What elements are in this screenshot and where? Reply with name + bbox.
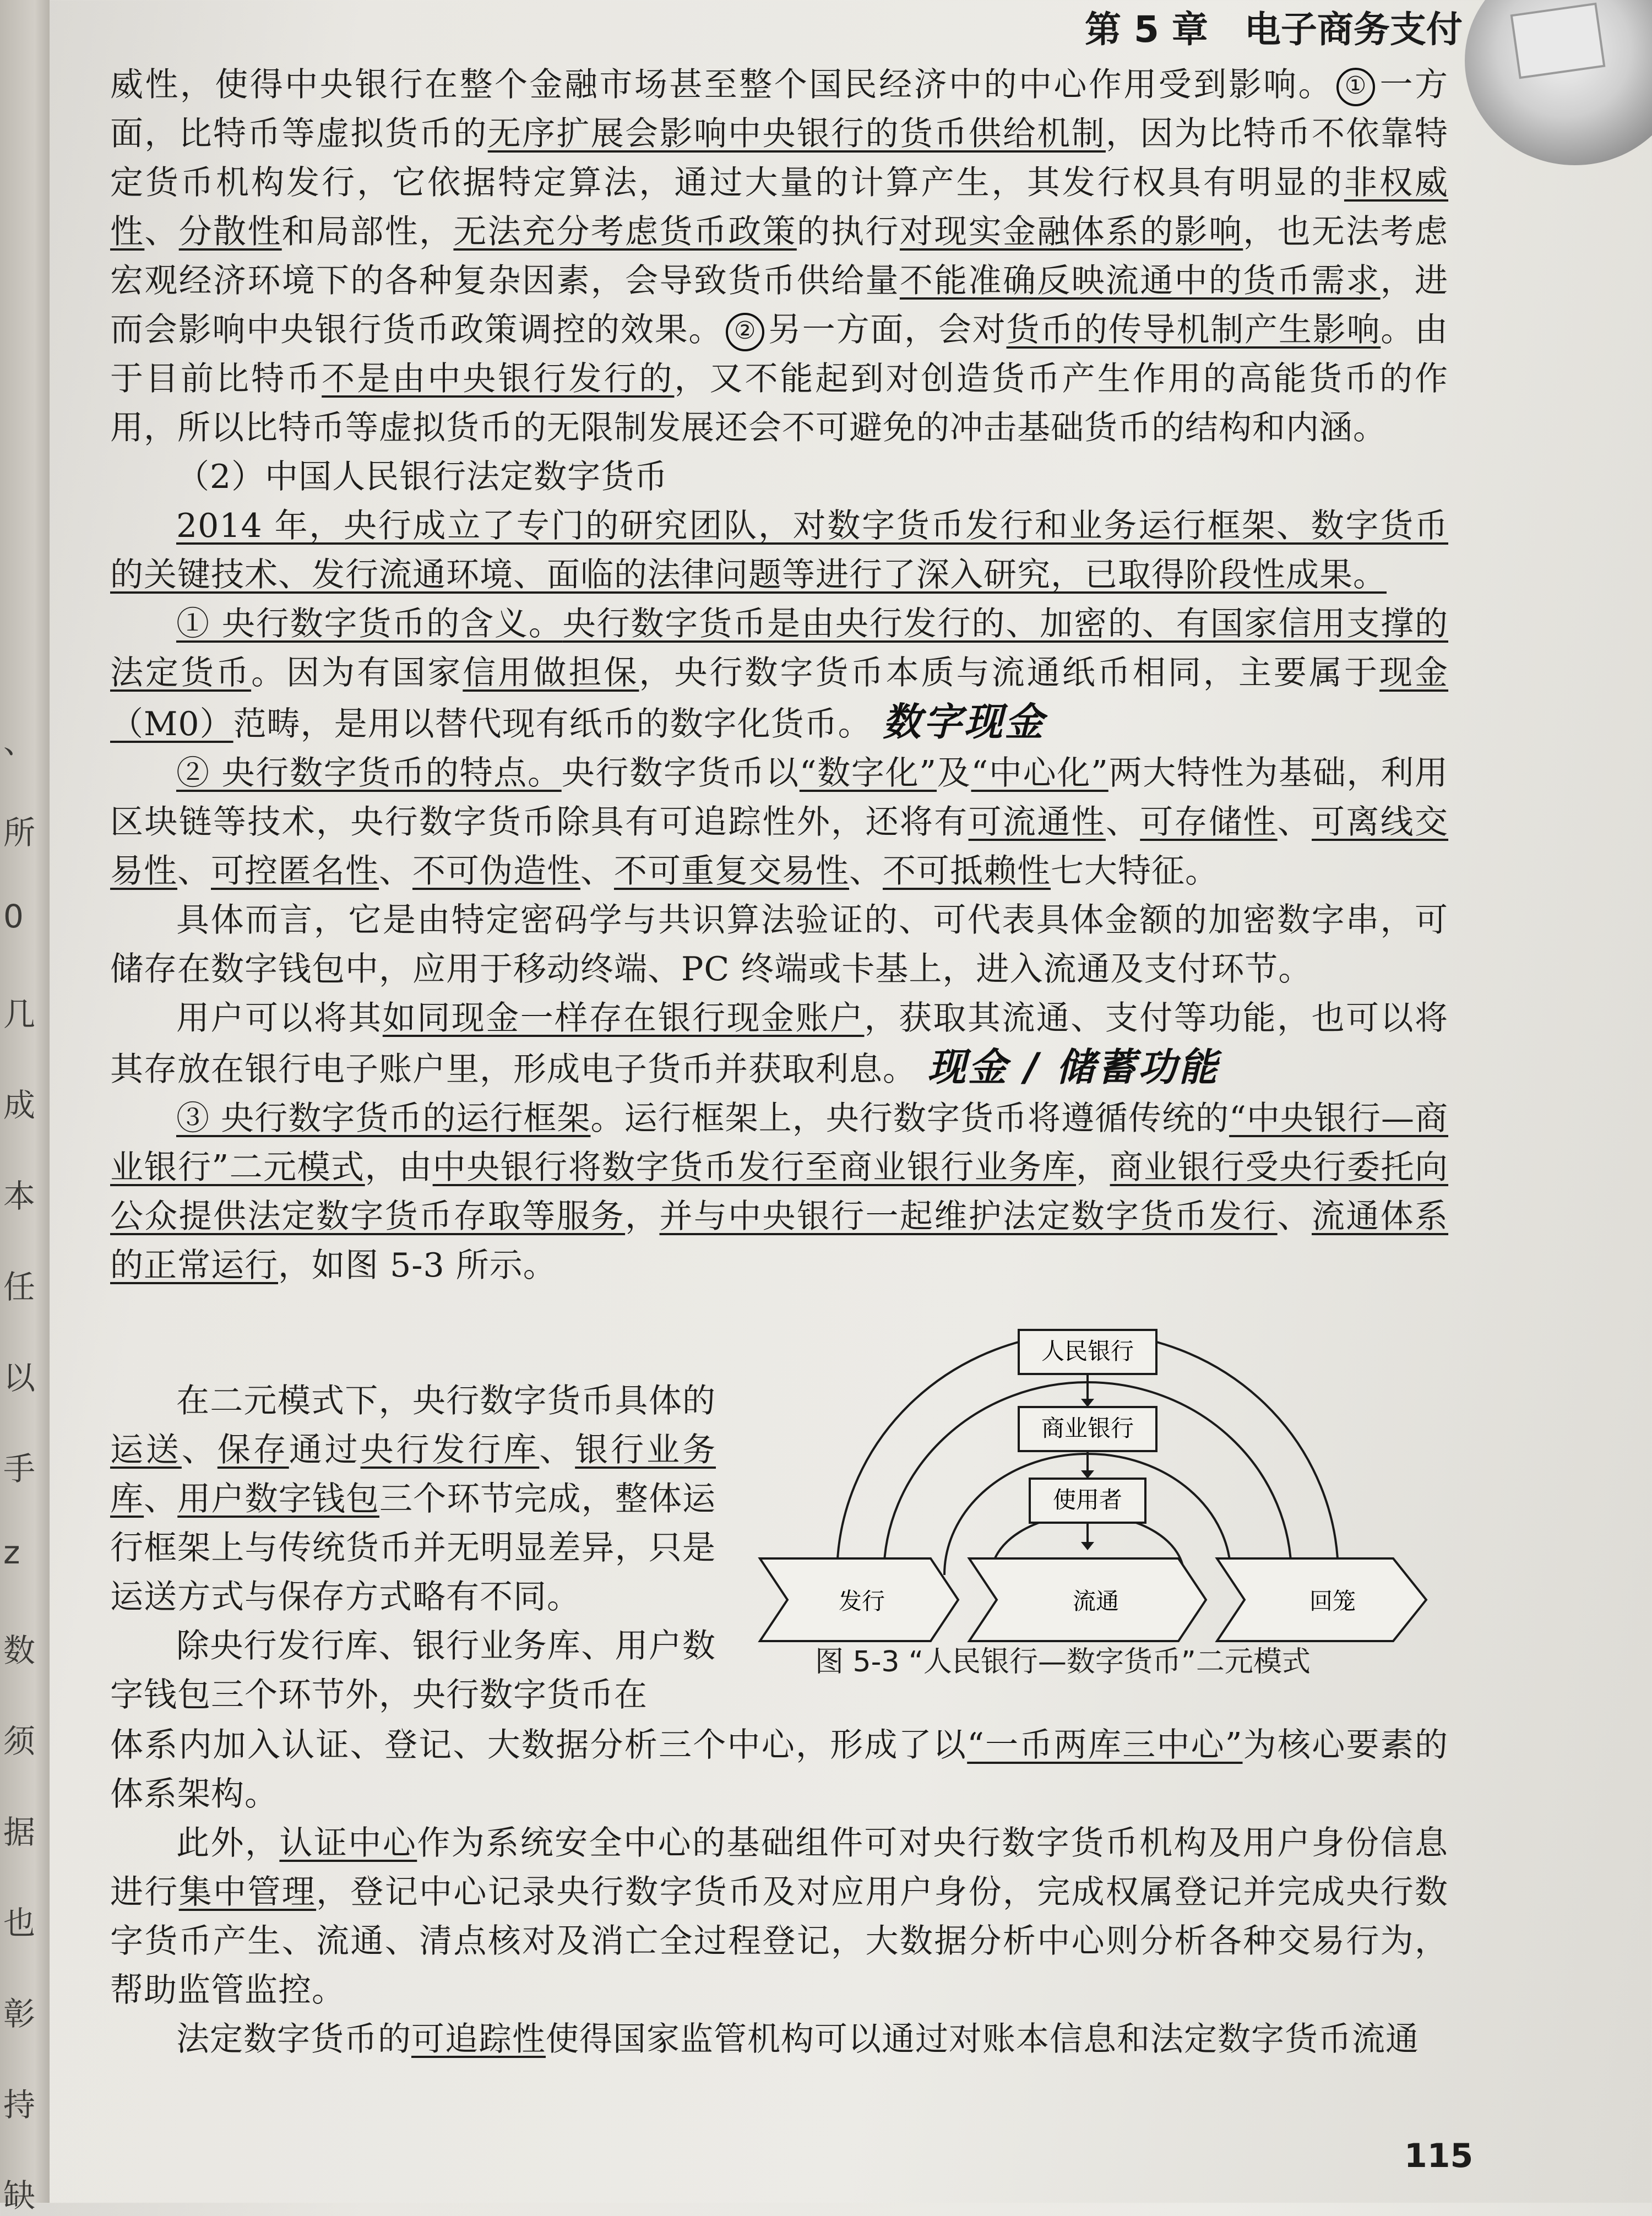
facing-page-fragment: 0 — [3, 898, 24, 935]
underlined-text: 可离线交易性 — [110, 803, 1449, 890]
paragraph-p8 — [110, 1094, 1448, 1290]
underlined-text: 可追踪性 — [411, 2020, 546, 2059]
text-run: 、 — [1105, 803, 1140, 841]
underlined-text: 流通体系的正常运行 — [110, 1197, 1449, 1285]
handwritten-note: 数字现金 — [882, 699, 1046, 745]
underlined-text: 货币的传导机制产生影响 — [1006, 311, 1381, 349]
text-run: 作为系统安全中心的基础组件可对央行数字货币机构及用户身份信息进行 — [110, 1824, 1449, 1911]
text-run: ，由 — [365, 1148, 433, 1187]
facing-page-fragment: 也 — [3, 1904, 36, 1942]
arrow-issue-label: 发行 — [838, 1588, 885, 1615]
text-run: 使得国家监管机构可以通过对账本信息和法定数字货币流通 — [546, 2020, 1419, 2059]
underlined-text: 可流通性 — [968, 803, 1106, 841]
text-run: 和局部性， — [281, 213, 454, 251]
box-pboc-label: 人民银行 — [1041, 1338, 1134, 1365]
handwritten-circled-number: ② — [726, 313, 764, 351]
underlined-text: “一币两库三中心” — [967, 1726, 1243, 1764]
facing-page-fragment: 以 — [3, 1359, 36, 1397]
facing-page-fragment: 彰 — [3, 1995, 36, 2033]
underlined-text: 央行发行库 — [360, 1431, 540, 1469]
underlined-text: 无序扩展会影响中央银行的货币供给机制 — [487, 115, 1106, 153]
paragraph-p11 — [110, 1819, 1448, 2015]
text-run: ，也无法考虑宏观经济环境下的各种复杂因素，会导致货币供给量 — [110, 213, 1449, 300]
underlined-text: 银行业务库 — [110, 1431, 716, 1518]
text-run: 在二元模式下，央行数字货币具体的 — [176, 1382, 716, 1420]
text-run: ，获取其流通、支付等功能，也可以将其存放在银行电子账户里，形成电子货币并获取利息。 — [110, 999, 1449, 1089]
text-run: 为核心要素的体系架构。 — [110, 1726, 1448, 1813]
text-run: 、 — [144, 213, 179, 251]
underlined-text: 用户数字钱包 — [177, 1480, 379, 1518]
underlined-text: 运送 — [110, 1431, 182, 1469]
text-run: 体系内加入认证、登记、大数据分析三个中心，形成了以 — [110, 1726, 968, 1764]
text-run: ，因为比特币不依靠特定货币机构发行，它依据特定算法，通过大量的计算产生，其发行权具有明显的 — [110, 115, 1449, 202]
text-run: ，又不能起到对创造货币产生作用的高能货币的作用，所以比特币等虚拟货币的无限制发展还会不可避免的冲击基础货币的结构和内涵。 — [110, 360, 1449, 447]
text-run: ， — [625, 1197, 660, 1236]
underlined-text: ① 央行数字货币的含义。 — [176, 605, 563, 643]
text-run: 七大特征。 — [1051, 852, 1219, 890]
text-run: ，登记中心记录央行数字货币及对应用户身份，完成权属登记并完成央行数字货币产生、流通、清点核对及消亡全过程登记，大数据分析中心则分析各种交易行为，帮助监管监控。 — [110, 1873, 1449, 2009]
arrow-circulation — [969, 1558, 1206, 1641]
handwritten-note: 现金 / 储蓄功能 — [927, 1045, 1220, 1090]
paragraph-p9 — [110, 1377, 716, 1622]
underlined-text: 不能准确反映流通中的货币需求 — [899, 262, 1381, 300]
text-run: 、 — [177, 852, 211, 890]
text-run: 法定数字货币的 — [176, 2020, 411, 2059]
underlined-text: 保存 — [217, 1431, 289, 1469]
underlined-text: 并与中央银行一起维护法定数字货币发行 — [659, 1197, 1278, 1236]
arrow-circulation-label: 流通 — [1072, 1588, 1120, 1615]
facing-page-fragment: 所 — [3, 814, 36, 851]
text-run: 。因为有国家 — [251, 654, 463, 692]
narrow-text-block — [110, 1377, 716, 1720]
facing-page-fragment: z — [3, 1534, 20, 1571]
text-run: 除央行发行库、银行业务库、用户数字钱包三个环节外，央行数字货币在 — [110, 1627, 716, 1714]
text-run: 、 — [539, 1431, 575, 1469]
main-text-block — [110, 61, 1448, 1290]
page-number: 115 — [1404, 2137, 1474, 2175]
tail-text-block — [110, 1721, 1448, 2064]
underlined-text: 不可抵赖性 — [883, 852, 1051, 890]
text-run: 具体而言，它是由特定密码学与共识算法验证的、可代表具体金额的加密数字串，可储存在数字钱包中，应用于移动终端、PC 终端或卡基上，进入流通及支付环节。 — [110, 901, 1448, 988]
facing-page-fragment: 几 — [3, 996, 36, 1033]
facing-page-fragment: 本 — [3, 1177, 36, 1215]
facing-page-fragment: 须 — [3, 1723, 36, 1760]
underlined-text: 央行数字货币是由央行发行的、加密的、有国家信用支撑的法定货币 — [110, 605, 1448, 692]
running-header: 第 5 章 电子商务支付 — [1085, 8, 1463, 51]
text-run: 此外， — [176, 1824, 280, 1862]
facing-page-edge — [0, 0, 50, 2214]
facing-page-fragment: 成 — [3, 1087, 36, 1124]
text-run: ，进而会影响中央银行货币政策调控的效果。 — [110, 262, 1449, 349]
paragraph-p7 — [110, 994, 1448, 1094]
facing-page-fragment: 缺 — [3, 2177, 36, 2214]
paragraph-p3 — [110, 502, 1448, 600]
text-run: 的执行 — [796, 213, 900, 251]
figure-caption: 图 5-3 “人民银行—数字货币”二元模式 — [815, 1645, 1311, 1679]
underlined-text: 集中管理 — [178, 1873, 317, 1911]
figure-5-3-diagram — [749, 1316, 1443, 1691]
corner-decoration-icon — [1465, 0, 1652, 165]
text-run: 、 — [379, 852, 412, 890]
paragraph-p6 — [110, 896, 1448, 994]
underlined-text: 分散性 — [178, 213, 282, 251]
facing-page-fragment: 据 — [3, 1813, 36, 1851]
text-run: 用户可以将其 — [176, 999, 383, 1038]
paragraph-p10b — [110, 1721, 1448, 1819]
underlined-text: 现金（M0） — [110, 654, 1449, 743]
underlined-text: 不可伪造性 — [412, 852, 580, 890]
text-run: 、 — [1277, 803, 1312, 841]
underlined-text: “中心化” — [971, 754, 1108, 792]
underlined-text: 不可重复交易性 — [614, 852, 849, 890]
arrow-issue — [760, 1558, 958, 1641]
arrow-withdraw — [1217, 1558, 1426, 1641]
handwritten-circled-number: ① — [1336, 68, 1375, 106]
facing-page-fragment: 手 — [3, 1450, 36, 1487]
box-user-label: 使用者 — [1052, 1486, 1123, 1513]
paragraph-p12 — [110, 2015, 1448, 2064]
underlined-text: “中央银行—商业银行”二元模式 — [110, 1099, 1448, 1187]
paragraph-p1 — [110, 61, 1448, 453]
text-run: ，央行数字货币本质与流通纸币相同，主要属于 — [639, 654, 1379, 692]
paragraph-p2 — [110, 453, 1448, 502]
underlined-text: 非权威性 — [110, 164, 1449, 251]
text-run: 、 — [1277, 1197, 1312, 1236]
text-run: 及 — [937, 754, 971, 792]
underlined-text: ② 央行数字货币的特点。 — [176, 754, 562, 792]
text-run: 央行数字货币以 — [561, 754, 800, 792]
text-run: （2）中国人民银行法定数字货币 — [176, 458, 669, 496]
facing-page-fragment: 、 — [3, 723, 36, 761]
paragraph-p5 — [110, 749, 1448, 896]
text-run: 另一方面，会对 — [768, 311, 1007, 349]
text-run: 、 — [580, 852, 614, 890]
underlined-text: 2014 年，央行成立了专门的研究团队，对数字货币发行和业务运行框架、数字货币的关键技术、发行流通环境、面临的法律问题等进行了深入研究，已取得阶段性成果。 — [110, 507, 1448, 594]
text-run: 三个环节完成，整体运行框架上与传统货币并无明显差异，只是运送方式与保存方式略有不同。 — [110, 1480, 716, 1616]
underlined-text: 信用做担保 — [463, 654, 639, 692]
box-commercial-bank-label: 商业银行 — [1041, 1415, 1134, 1442]
underlined-text: 商业银行受央行委托向公众提供法定数字货币存取等服务 — [110, 1148, 1449, 1236]
underlined-text: 中央银行将数字货币发行至商业银行业务库 — [432, 1148, 1077, 1187]
underlined-text: 对现实金融体系的影响 — [899, 213, 1243, 251]
box-commercial-bank — [1019, 1407, 1156, 1451]
box-pboc — [1019, 1330, 1156, 1374]
text-run: 范畴，是用以替代现有纸币的数字化货币。 — [233, 705, 872, 743]
underlined-text: 认证中心 — [279, 1824, 417, 1862]
facing-page-fragment: 持 — [3, 2086, 36, 2123]
text-run: 通过 — [289, 1431, 361, 1469]
underlined-text: “数字化” — [799, 754, 937, 792]
underlined-text: 可控匿名性 — [211, 852, 379, 890]
text-run: ， — [1076, 1148, 1110, 1187]
paragraph-p10a — [110, 1622, 716, 1720]
text-run: 两大特性为基础，利用区块链等技术，央行数字货币除具有可追踪性外，还将有 — [110, 754, 1448, 841]
text-run: 一方面，比特币等虚拟货币的 — [110, 66, 1449, 153]
underlined-text: 无法充分考虑货币政策 — [453, 213, 797, 251]
text-run: 、 — [181, 1431, 218, 1469]
box-user — [1030, 1479, 1145, 1523]
underlined-text: 如同现金一样存在银行现金账户 — [382, 999, 865, 1038]
text-run: 。由于目前比特币 — [110, 311, 1449, 398]
facing-page-fragment: 任 — [3, 1268, 36, 1306]
text-run: 、 — [144, 1480, 178, 1518]
text-run: 。运行框架上，央行数字货币将遵循传统的 — [590, 1099, 1230, 1138]
text-run: 威性，使得中央银行在整个金融市场甚至整个国民经济中的中心作用受到影响。 — [110, 66, 1334, 104]
underlined-text: 可存储性 — [1140, 803, 1278, 841]
arrow-withdraw-label: 回笼 — [1309, 1588, 1356, 1615]
underlined-text: 不是由中央银行发行的 — [322, 360, 675, 398]
text-run: 、 — [849, 852, 883, 890]
facing-page-fragment: 数 — [3, 1632, 36, 1669]
paragraph-p4 — [110, 600, 1448, 749]
underlined-text: ③ 央行数字货币的运行框架 — [176, 1099, 591, 1138]
text-run: ，如图 5-3 所示。 — [278, 1246, 557, 1285]
